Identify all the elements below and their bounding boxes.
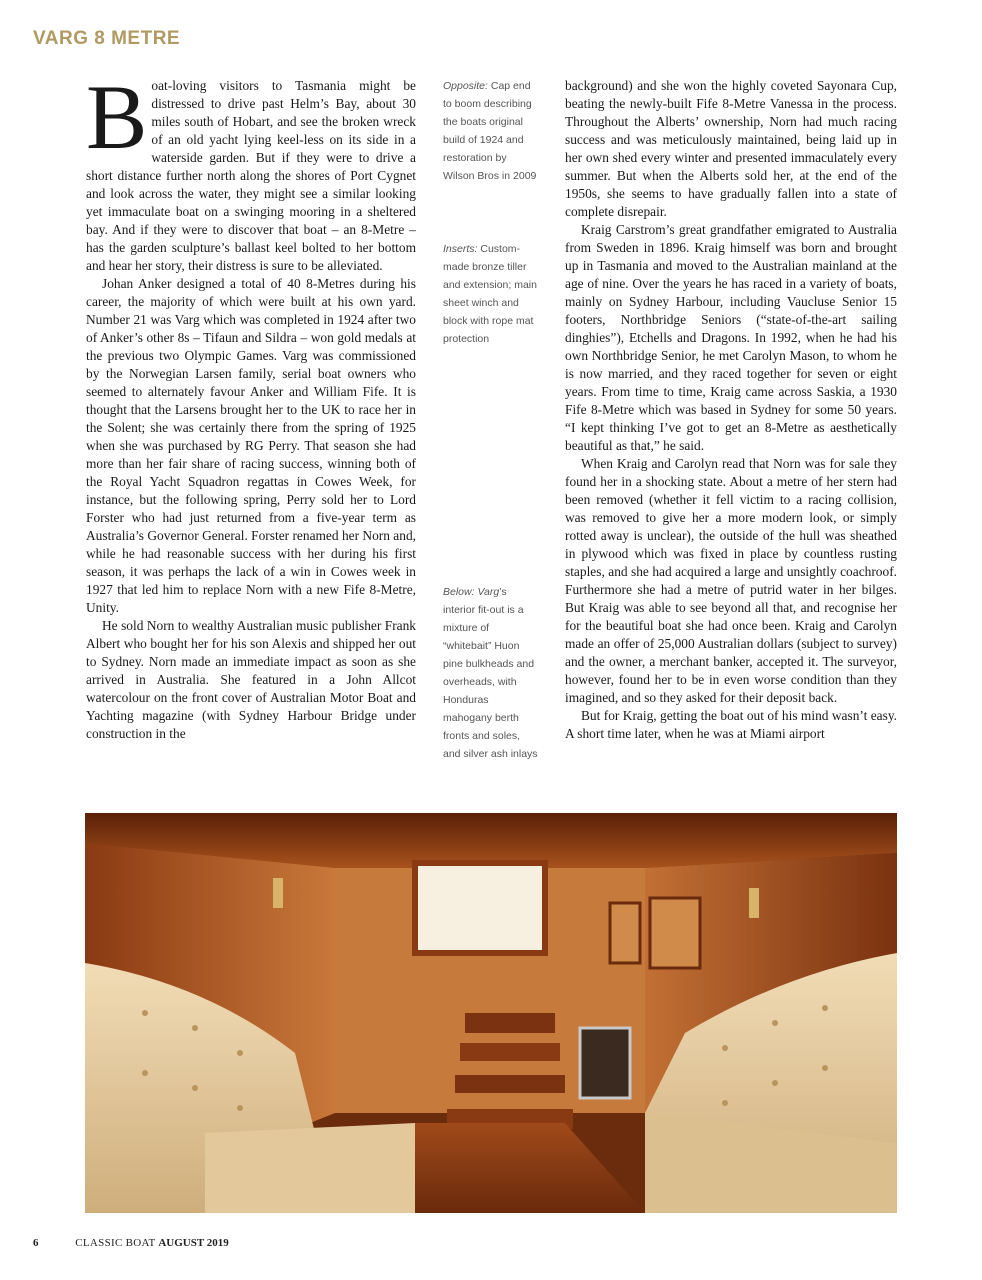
caption-below: Below: Varg’s interior fit-out is a mixture of “whitebait” Huon pine bulkheads and overheads, with Honduras mahogany berth fronts and soles, and silver ash inlays: [443, 586, 538, 760]
article-paragraph: Boat-loving visitors to Tasmania might be distressed to drive past Helm’s Bay, about 30 miles south of Hobart, and see the broken wreck of an old yacht lying keel-less on its side in a waterside garden. But if they were to drive a short distance further north along the shores of Port Cygnet and look across the water, they might see a similar looking yet immaculate boat on a swinging mooring in a sheltered bay. And if they were to discover that boat – an 8-Metre – has the garden sculpture’s ballast keel bolted to her bottom and hear her story, their distress is sure to be alleviated.: [86, 66, 416, 273]
issue-date: AUGUST 2019: [158, 1237, 229, 1249]
cabin-interior-illustration: [85, 813, 897, 1213]
article-column-right: [565, 77, 897, 743]
article-paragraph: But for Kraig, getting the boat out of his mind wasn’t easy. A short time later, when he was at Miami airport: [565, 708, 897, 741]
magazine-name: CLASSIC BOAT: [75, 1237, 156, 1249]
article-column-left: [86, 66, 416, 743]
caption-inserts: Inserts: Custom-made bronze tiller and extension; main sheet winch and block with rope mat protection: [443, 243, 537, 345]
article-paragraph: When Kraig and Carolyn read that Norn was for sale they found her in a shocking state. About a metre of her stern had been removed (whether it fell victim to a racing collision, was removed to give her a more modern look, or simply rotted away is unclear), the outside of the hull was sheathed in plywood which was fixed in place by countless rusting staples, and she had acquired a large and unsightly coachroof. Furthermore she had a metre of putrid water in her bilges. But Kraig was able to see beyond all that, and recognise her for the beautiful boat she had once been. Kraig and Carolyn made an offer of 25,000 Australian dollars (subject to survey) and the owner, a merchant banker, accepted it. The surveyor, however, found her to be in even worse condition than they imagined, and so they asked for their deposit back.: [565, 456, 897, 705]
cabin-interior-photo: [85, 813, 897, 1213]
page-number: 6: [33, 1237, 39, 1249]
article-paragraph: Kraig Carstrom’s great grandfather emigrated to Australia from Sweden in 1896. Kraig himself was born and brought up in Tasmania and moved to the Australian mainland at the age of nine. Over the years he has raced in a variety of boats, mainly on Sydney Harbour, including Vaucluse Senior 15 footers, Northbridge Seniors (“state-of-the-art sailing dinghies”), Etchells and Dragons. In 1992, when he had his own Northbridge Senior, he met Carolyn Mason, to whom he is now married, and they raced together for seven or eight years. From time to time, Kraig came across Saskia, a 1930 Fife 8-Metre which was based in Sydney for some 50 years. “I kept thinking I’ve got to get an 8-Metre as aesthetically beautiful as that,” he said.: [565, 222, 897, 453]
section-title: VARG 8 METRE: [33, 28, 181, 49]
caption-opposite: Opposite: Cap end to boom describing the boats original build of 1924 and restoration by Wilson Bros in 2009: [443, 80, 537, 182]
article-paragraph: He sold Norn to wealthy Australian music publisher Frank Albert who bought her for his son Alexis and shipped her out to Sydney. Norn made an immediate impact as soon as she arrived in Australia. She featured in a John Allcot watercolour on the front cover of Australian Motor Boat and Yachting magazine (with Sydney Harbour Bridge under construction in the: [86, 618, 416, 741]
page-footer: [33, 1237, 229, 1249]
article-paragraph: background) and she won the highly coveted Sayonara Cup, beating the newly-built Fife 8-Metre Vanessa in the process. Throughout the Alberts’ ownership, Norn had much racing success and was meticulously maintained, being laid up in her own shed every winter and presented immaculately every summer. But when the Alberts sold her, at the end of the 1950s, she seems to have gradually fallen into a state of complete disrepair.: [565, 78, 897, 219]
article-paragraph: Johan Anker designed a total of 40 8-Metres during his career, the majority of which were built at his own yard. Number 21 was Varg which was completed in 1924 after two of Anker’s other 8s – Tifaun and Sildra – won gold medals at the previous two Olympic Games. Varg was commissioned by the Norwegian Larsen family, serial boat owners who seemed to alternately favour Anker and William Fife. It is thought that the Larsens brought her to the UK to race her in the Solent; she was certainly there from the spring of 1925 when she was purchased by RG Perry. That season she had more than her fair share of racing success, winning both of the Royal Yacht Squadron regattas in Cowes Week, for instance, but the following spring, Perry sold her to Lord Forster who had just returned from a five-year term as Australia’s Governor General. Forster renamed her Norn and, while he had reasonable success with her during his first season, it was perhaps the lack of a win in Cowes week in 1927 that led him to replace Norn with a new Fife 8-Metre, Unity.: [86, 276, 416, 615]
drop-cap: B: [86, 66, 148, 168]
